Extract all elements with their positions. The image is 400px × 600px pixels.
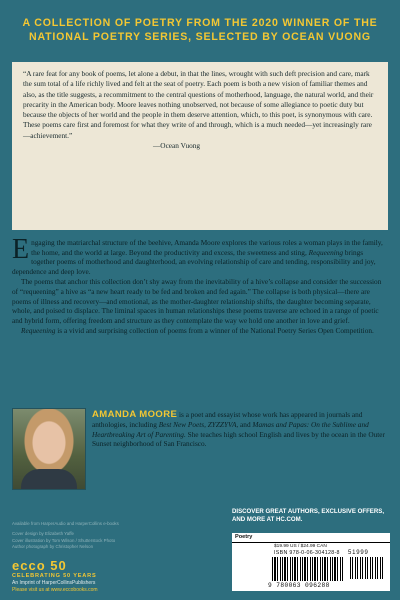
price-label: $19.99 US / $24.99 CAN — [274, 544, 327, 549]
description-paragraph-2: The poems that anchor this collection don’t shy away from the inevitability of a hive’s collapse and consider the succession of “requeening” a hive as “a new heart ready to be fed and broken and fed again.” The collapse is both physical—there are poems of illness and recovery—and emotional, as the mother-daughter relationship shifts, the daughter becoming separate, whole, and poised to displace. The liminal spaces in human relationships these poems traverse are echoed in a range of poetic and hybrid form, offering freedom and structure as they contemplate the way we hold one another in love and grief. — [12, 277, 382, 325]
barcode-addon — [350, 557, 384, 579]
credit-line: Author photograph by Christopher Nelson — [12, 544, 94, 550]
panel-divider — [232, 542, 390, 543]
description-paragraph-3 — [12, 326, 388, 336]
description-p3-title: Requeening — [21, 326, 56, 336]
blurb-attribution: —Ocean Vuong — [153, 141, 201, 151]
blurb-text: “A rare feat for any book of poems, let alone a debut, in that the lines, wrought with such deft precision and care, mark the sum total of a life richly lived and felt at the seat of poetry. Each poem is both a new vision of familiar themes and also, as the title suggests, a recommitment to the central questions of motherhood, language, the natural world, and their precarity in the American body. Moore leaves nothing unobserved, not because of some allegiance to poetic duty but because the objects of her world and the people in them deserve attention, which, to this poet, is synonymous with care. These poems care first and foremost for what they write of and through, which is a much needed—yet increasingly rare—achievement.” — [23, 69, 374, 140]
description-p1-title: Requeening — [308, 247, 344, 257]
publisher-logo — [12, 560, 98, 594]
author-photo — [12, 408, 86, 490]
isbn-label: ISBN 978-0-06-304128-8 — [274, 550, 340, 556]
description-p1-part-a: ngaging the matriarchal structure of the beehive, Amanda Moore explores the various roles a woman plays in the family, the home, and the world at large. Beyond the productivity and excess, the sweetness and sting, — [31, 238, 383, 257]
author-photo-shoulders — [21, 469, 77, 489]
ecco-logo: ecco 50 — [12, 558, 67, 573]
addon-digits: 51999 — [348, 550, 369, 556]
credit-line: Cover illustration by Tom Wilson / Shutterstock Photo — [12, 537, 116, 543]
description-paragraph-1 — [12, 234, 388, 276]
promo-text: DISCOVER GREAT AUTHORS, EXCLUSIVE OFFERS, AND MORE AT HC.COM. — [232, 508, 385, 524]
author-bio-part-b: and — [238, 419, 253, 429]
celebrating-tagline: CELEBRATING 50 YEARS — [12, 573, 97, 579]
description-p1-part-b: brings together poems of motherhood and daughterhood, an evolving relationship of care and tending, responsibility and joy, dependence and deep love. — [12, 247, 376, 276]
credit-line: Available from HarperAudio and HarperCollins e-books — [12, 521, 119, 526]
credit-line: Cover design by Elizabeth Yaffe — [12, 531, 74, 537]
headline: A COLLECTION OF POETRY FROM THE 2020 WINNER OF THE NATIONAL POETRY SERIES, SELECTED BY OCEAN VUONG — [22, 17, 378, 43]
barcode-digits: 9 780063 096288 — [268, 582, 330, 589]
author-bio-italic-1: Best New Poets, ZYZZYVA, — [158, 419, 239, 429]
publisher-website-link[interactable]: Please visit us at www.eccobooks.com — [12, 587, 98, 593]
drop-cap: E — [12, 234, 30, 265]
imprint-line: An Imprint of HarperCollinsPublishers — [12, 580, 96, 586]
author-bio-part-c: She teaches high school English and lives by the ocean in the Outer Sunset neighborhood of San Francisco. — [92, 429, 385, 449]
author-bio-part-a: is a poet and essayist whose work has appeared in journals and anthologies, including — [92, 410, 363, 429]
author-bio-italic-2: Mamas and Papas: On the Sublime and Heartbreaking Art of Parenting. — [92, 419, 369, 439]
barcode-main — [272, 557, 344, 581]
author-bio — [92, 410, 386, 449]
author-name: AMANDA MOORE — [92, 409, 178, 420]
book-description — [12, 234, 388, 337]
barcode-panel — [232, 533, 390, 591]
credits — [12, 521, 192, 551]
category-label: Poetry — [235, 534, 253, 540]
blurb-box — [12, 62, 388, 230]
description-p3-part-b: is a vivid and surprising collection of poems from a winner of the National Poetry Series Open Competition. — [55, 326, 374, 336]
